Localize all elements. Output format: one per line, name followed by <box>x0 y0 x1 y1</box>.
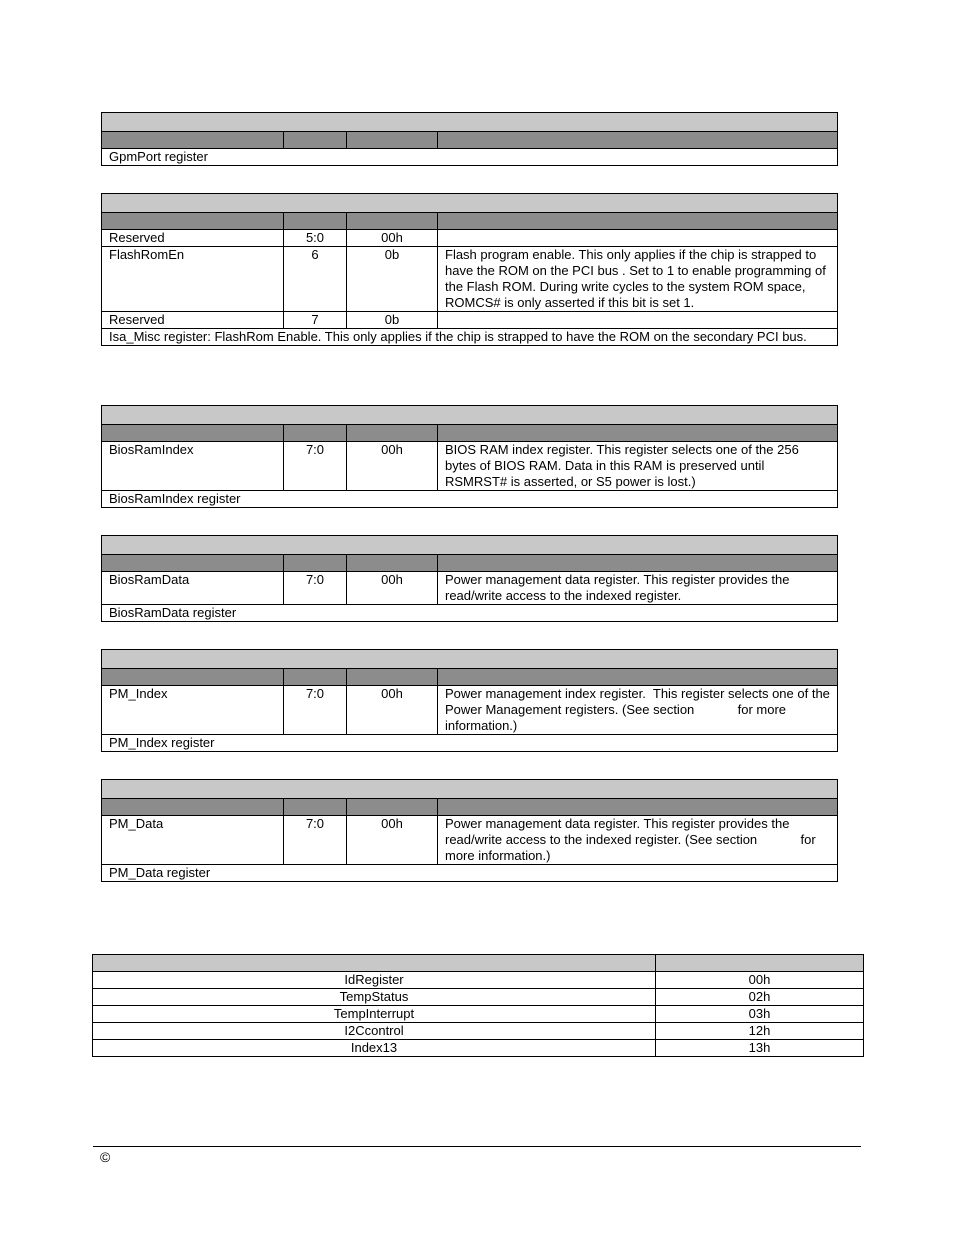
isa-misc-register-table <box>101 193 838 346</box>
register-index: 00h <box>748 972 771 987</box>
table-title-bar <box>102 780 837 799</box>
table-row <box>93 1040 863 1056</box>
table-header-row <box>102 213 837 230</box>
table-note: BiosRamData register <box>109 605 237 620</box>
table-note: BiosRamIndex register <box>109 491 241 506</box>
table-header-row <box>102 425 837 442</box>
copyright-mark: © <box>100 1149 111 1165</box>
field-bits: 5:0 <box>284 230 347 246</box>
table-row <box>93 1006 863 1023</box>
table-note: GpmPort register <box>109 149 208 164</box>
table-row <box>102 816 837 865</box>
table-header-row <box>102 799 837 816</box>
table-note-row <box>102 865 837 881</box>
field-bits: 7:0 <box>284 572 347 604</box>
table-row <box>102 686 837 735</box>
field-name: PM_Data <box>102 816 284 864</box>
table-note-row <box>102 735 837 751</box>
pm-data-register-table <box>101 779 838 882</box>
table-note-row <box>102 491 837 507</box>
table-row <box>93 1023 863 1040</box>
field-name: Reserved <box>102 312 284 328</box>
table-title-bar <box>102 194 837 213</box>
field-description <box>438 312 837 328</box>
table-header-row <box>102 669 837 686</box>
field-default: 00h <box>347 230 438 246</box>
table-header-row <box>102 555 837 572</box>
register-index-table <box>92 954 864 1057</box>
field-default: 0b <box>347 247 438 311</box>
field-default: 00h <box>347 442 438 490</box>
register-name: I2Ccontrol <box>93 1023 656 1039</box>
field-default: 00h <box>347 572 438 604</box>
field-name: FlashRomEn <box>102 247 284 311</box>
field-default: 00h <box>347 686 438 734</box>
table-row <box>93 989 863 1006</box>
table-row <box>93 972 863 989</box>
footer-divider <box>93 1146 861 1147</box>
field-description: Power management data register. This register provides the read/write access to the indexed register. (See section for more information.) <box>445 816 820 863</box>
pm-index-register-table <box>101 649 838 752</box>
field-bits: 7:0 <box>284 686 347 734</box>
table-note: Isa_Misc register: FlashRom Enable. This only applies if the chip is strapped to have the ROM on the secondary PCI bus. <box>109 329 807 344</box>
table-header-row <box>93 955 863 972</box>
table-row <box>102 312 837 329</box>
register-index: 13h <box>748 1040 771 1055</box>
field-name: PM_Index <box>102 686 284 734</box>
table-note-row <box>102 329 837 345</box>
table-row <box>102 572 837 605</box>
field-name: BiosRamData <box>102 572 284 604</box>
field-description: Power management data register. This register provides the read/write access to the indexed register. <box>445 572 790 603</box>
table-row <box>102 230 837 247</box>
field-description <box>438 230 837 246</box>
field-name: BiosRamIndex <box>102 442 284 490</box>
table-note-row <box>102 605 837 621</box>
field-bits: 7 <box>284 312 347 328</box>
field-bits: 7:0 <box>284 816 347 864</box>
field-bits: 6 <box>284 247 347 311</box>
gpmport-register-table <box>101 112 838 166</box>
register-name: IdRegister <box>93 972 656 988</box>
table-title-bar <box>102 406 837 425</box>
register-index: 02h <box>748 989 771 1004</box>
table-row <box>102 442 837 491</box>
register-name: TempInterrupt <box>93 1006 656 1022</box>
field-description: Power management index register. This register selects one of the Power Management registers. (See section for more information.) <box>445 686 834 733</box>
field-default: 0b <box>347 312 438 328</box>
field-default: 00h <box>347 816 438 864</box>
field-bits: 7:0 <box>284 442 347 490</box>
table-title-bar <box>102 113 837 132</box>
table-row <box>102 247 837 312</box>
register-index: 12h <box>748 1023 771 1038</box>
register-index: 03h <box>748 1006 771 1021</box>
field-description: BIOS RAM index register. This register selects one of the 256 bytes of BIOS RAM. Data in this RAM is preserved until RSMRST# is asserted, or S5 power is lost.) <box>445 442 799 489</box>
field-description: Flash program enable. This only applies if the chip is strapped to have the ROM on the PCI bus . Set to 1 to enable programming of the Flash ROM. During write cycles to the system ROM space, ROMCS# is only asserted if this bit is set 1. <box>445 247 826 310</box>
biosramindex-register-table <box>101 405 838 508</box>
table-note: PM_Index register <box>109 735 215 750</box>
register-name: TempStatus <box>93 989 656 1005</box>
register-name: Index13 <box>93 1040 656 1056</box>
table-title-bar <box>102 536 837 555</box>
table-note: PM_Data register <box>109 865 211 880</box>
table-title-bar <box>102 650 837 669</box>
field-name: Reserved <box>102 230 284 246</box>
biosramdata-register-table <box>101 535 838 622</box>
table-header-row <box>102 132 837 149</box>
